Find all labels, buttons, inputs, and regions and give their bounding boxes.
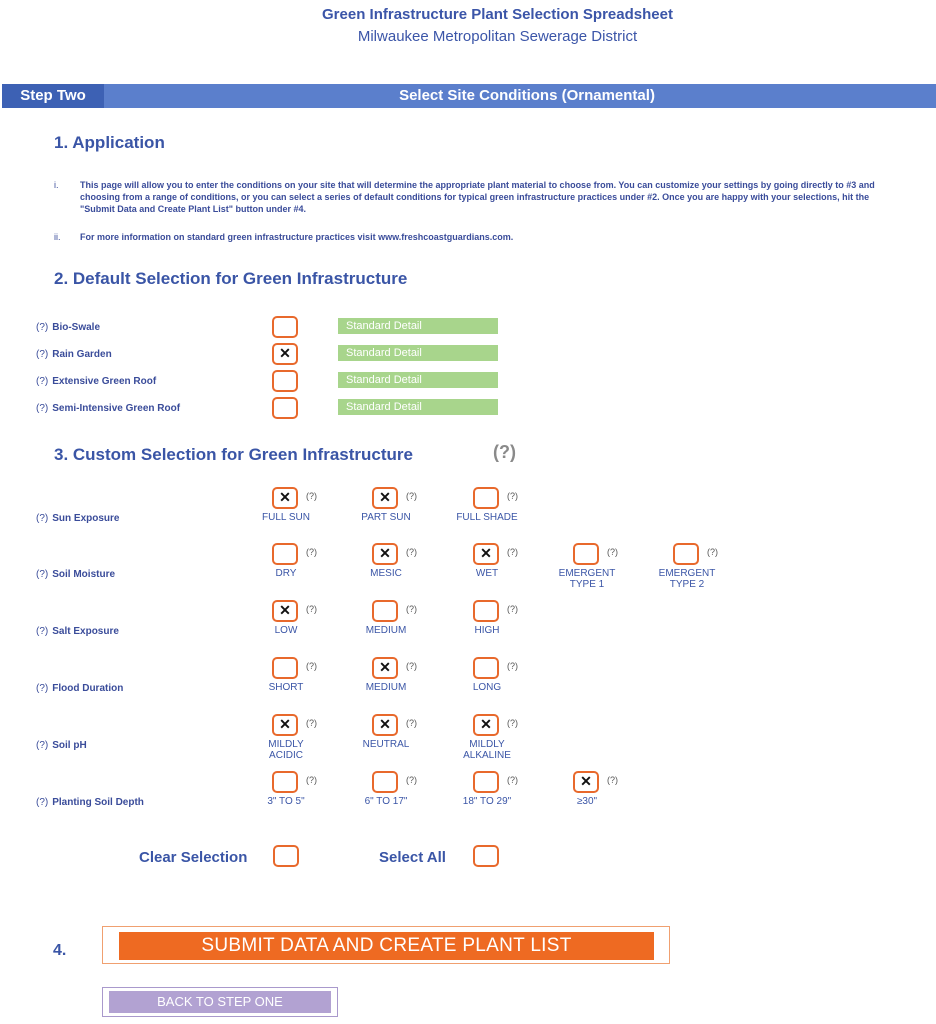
option-checkbox[interactable]: ✕ [473, 714, 499, 736]
help-icon[interactable]: (?) [406, 775, 417, 785]
option-checkbox[interactable]: ✕ [272, 487, 298, 509]
option-checkbox[interactable] [473, 657, 499, 679]
application-heading: 1. Application [54, 133, 165, 152]
default-row-label [36, 322, 100, 333]
custom-row-label [36, 683, 123, 694]
default-checkbox[interactable]: ✕ [272, 343, 298, 365]
option-label: WET [475, 568, 499, 579]
help-icon[interactable]: (?) [406, 604, 417, 614]
option-checkbox[interactable] [272, 771, 298, 793]
custom-row-name: Soil Moisture [52, 569, 116, 580]
clear-selection-checkbox[interactable] [273, 845, 299, 867]
option-checkbox[interactable]: ✕ [372, 657, 398, 679]
custom-row-name: Salt Exposure [52, 626, 119, 637]
option-checkbox[interactable] [473, 771, 499, 793]
instruction-number: i. [54, 180, 59, 190]
option-checkbox[interactable]: ✕ [372, 714, 398, 736]
custom-row-label [36, 797, 144, 808]
help-icon[interactable]: (?) [36, 403, 49, 414]
help-icon[interactable]: (?) [406, 718, 417, 728]
default-row-label [36, 376, 156, 387]
option-checkbox[interactable] [272, 543, 298, 565]
custom-row-label [36, 513, 119, 524]
clear-selection-label: Clear Selection [139, 849, 248, 866]
page-subtitle: Milwaukee Metropolitan Sewerage District [357, 28, 638, 45]
help-icon[interactable]: (?) [36, 322, 49, 333]
option-checkbox[interactable] [372, 600, 398, 622]
default-row-label [36, 349, 112, 360]
default-row-name: Rain Garden [52, 349, 112, 360]
custom-row-label [36, 626, 119, 637]
select-all-checkbox[interactable] [473, 845, 499, 867]
option-checkbox[interactable] [473, 600, 499, 622]
option-label: LOW [274, 625, 298, 636]
help-icon[interactable]: (?) [607, 775, 618, 785]
option-label: MEDIUM [365, 682, 407, 693]
help-icon[interactable]: (?) [36, 683, 49, 694]
option-checkbox[interactable] [673, 543, 699, 565]
option-label: MILDLY [268, 739, 304, 750]
help-icon[interactable]: (?) [36, 349, 49, 360]
help-icon[interactable]: (?) [507, 775, 518, 785]
step-heading: Select Site Conditions (Ornamental) [399, 87, 655, 104]
custom-row-name: Soil pH [52, 740, 87, 751]
option-checkbox[interactable] [372, 771, 398, 793]
default-checkbox[interactable] [272, 316, 298, 338]
default-checkbox[interactable] [272, 370, 298, 392]
instruction-text: This page will allow you to enter the conditions on your site that will determine the appropriate plant material to choose from. You can customize your settings by going directly to #3 and choosing from a range of conditions, or you can select a series of default conditions for typical green infrastructure practices under #2. Once you are happy with your selections, hit the "Submit Data and Create Plant List" button under #4. [80, 180, 875, 214]
option-label: NEUTRAL [362, 739, 410, 750]
help-icon[interactable]: (?) [507, 547, 518, 557]
submit-step-number: 4. [53, 942, 67, 959]
option-label: EMERGENT [658, 568, 716, 579]
option-label: FULL SUN [262, 512, 310, 523]
help-icon[interactable]: (?) [306, 491, 317, 501]
help-icon[interactable]: (?) [306, 547, 317, 557]
help-icon[interactable]: (?) [306, 661, 317, 671]
option-label: TYPE 1 [569, 579, 605, 590]
default-row-name: Extensive Green Roof [52, 376, 157, 387]
custom-row-name: Flood Duration [52, 683, 124, 694]
page-title: Green Infrastructure Plant Selection Spreadsheet [322, 6, 673, 23]
standard-detail-button[interactable]: Standard Detail [338, 318, 498, 334]
select-all-label: Select All [379, 849, 446, 866]
option-label: EMERGENT [558, 568, 616, 579]
option-label: MESIC [370, 568, 402, 579]
help-icon[interactable]: (?) [607, 547, 618, 557]
help-icon[interactable]: (?) [507, 604, 518, 614]
option-checkbox[interactable]: ✕ [473, 543, 499, 565]
option-label: HIGH [474, 625, 500, 636]
help-icon[interactable]: (?) [507, 661, 518, 671]
help-icon[interactable]: (?) [36, 569, 49, 580]
option-checkbox[interactable]: ✕ [372, 487, 398, 509]
option-checkbox[interactable] [473, 487, 499, 509]
help-icon[interactable]: (?) [306, 604, 317, 614]
standard-detail-button[interactable]: Standard Detail [338, 399, 498, 415]
option-label: ALKALINE [463, 750, 511, 761]
custom-selection-help-icon[interactable]: (?) [493, 442, 516, 462]
help-icon[interactable]: (?) [507, 718, 518, 728]
help-icon[interactable]: (?) [306, 718, 317, 728]
option-label: DRY [275, 568, 297, 579]
default-row-name: Bio-Swale [52, 322, 101, 333]
option-label: SHORT [268, 682, 304, 693]
option-checkbox[interactable]: ✕ [573, 771, 599, 793]
custom-selection-heading: 3. Custom Selection for Green Infrastructure [54, 445, 413, 464]
custom-row-name: Planting Soil Depth [52, 797, 144, 808]
option-label: 18" TO 29" [462, 796, 512, 807]
default-row-label [36, 403, 180, 414]
help-icon[interactable]: (?) [406, 661, 417, 671]
option-checkbox[interactable]: ✕ [272, 714, 298, 736]
help-icon[interactable]: (?) [36, 626, 49, 637]
option-checkbox[interactable]: ✕ [272, 600, 298, 622]
option-checkbox[interactable] [573, 543, 599, 565]
standard-detail-button[interactable]: Standard Detail [338, 345, 498, 361]
custom-row-label [36, 569, 115, 580]
option-label: FULL SHADE [456, 512, 518, 523]
option-label: LONG [472, 682, 502, 693]
help-icon[interactable]: (?) [306, 775, 317, 785]
custom-row-name: Sun Exposure [52, 513, 120, 524]
default-row-name: Semi-Intensive Green Roof [52, 403, 181, 414]
option-label: PART SUN [361, 512, 411, 523]
step-label: Step Two [2, 84, 104, 108]
option-label: MEDIUM [365, 625, 407, 636]
option-label: ≥30" [576, 796, 598, 807]
option-label: MILDLY [469, 739, 505, 750]
instruction-number: ii. [54, 232, 61, 242]
help-icon[interactable]: (?) [36, 797, 49, 808]
instruction-text: For more information on standard green infrastructure practices visit www.freshcoastguardians.com. [80, 232, 514, 242]
custom-row-label [36, 740, 87, 751]
option-label: 3" TO 5" [267, 796, 305, 807]
help-icon[interactable]: (?) [406, 547, 417, 557]
help-icon[interactable]: (?) [36, 740, 49, 751]
back-to-step-one-button[interactable]: BACK TO STEP ONE [109, 991, 331, 1013]
submit-data-button[interactable]: SUBMIT DATA AND CREATE PLANT LIST [119, 932, 654, 960]
help-icon[interactable]: (?) [36, 513, 49, 524]
option-checkbox[interactable] [272, 657, 298, 679]
help-icon[interactable]: (?) [406, 491, 417, 501]
option-label: ACIDIC [269, 750, 303, 761]
help-icon[interactable]: (?) [36, 376, 49, 387]
option-checkbox[interactable]: ✕ [372, 543, 398, 565]
default-selection-heading: 2. Default Selection for Green Infrastructure [54, 269, 408, 288]
default-checkbox[interactable] [272, 397, 298, 419]
standard-detail-button[interactable]: Standard Detail [338, 372, 498, 388]
help-icon[interactable]: (?) [507, 491, 518, 501]
help-icon[interactable]: (?) [707, 547, 718, 557]
option-label: 6" TO 17" [364, 796, 408, 807]
option-label: TYPE 2 [669, 579, 705, 590]
